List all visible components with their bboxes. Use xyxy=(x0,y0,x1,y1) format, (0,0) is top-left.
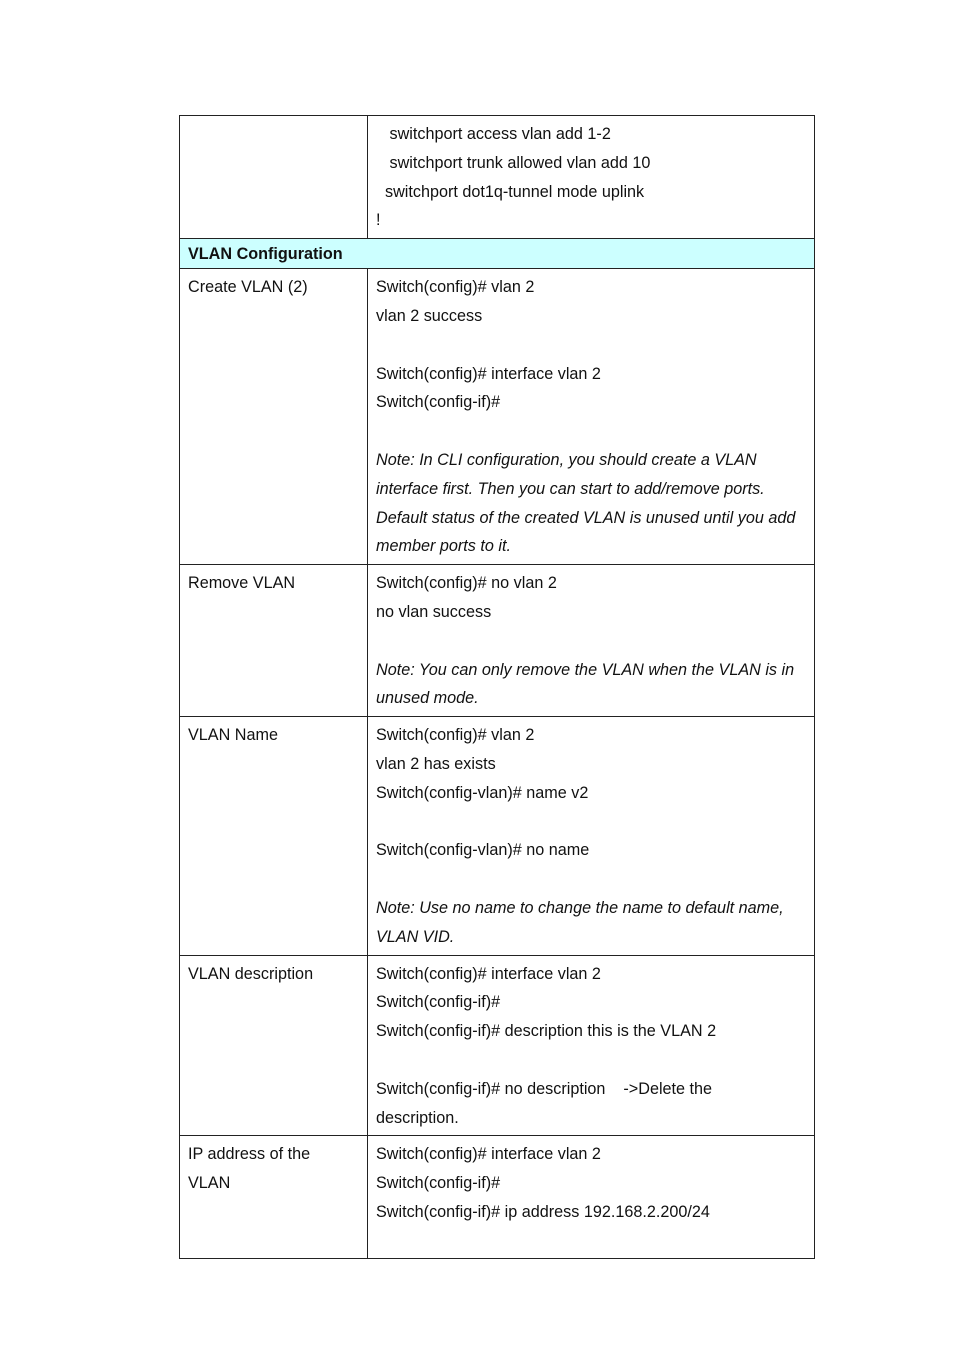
table-row xyxy=(180,269,815,565)
note-text: Note: Use no name to change the name to default name, VLAN VID. xyxy=(376,898,784,946)
command-line: no vlan success xyxy=(376,602,492,621)
row-command-cell xyxy=(368,565,815,717)
row-command-cell xyxy=(368,717,815,955)
command-line: Switch(config-if)# xyxy=(376,393,501,412)
row-command-cell xyxy=(368,1136,815,1259)
section-title: VLAN Configuration xyxy=(180,239,815,269)
command-line: Switch(config-if)# xyxy=(376,1174,501,1193)
row-command-cell xyxy=(368,955,815,1136)
row-label: IP address of the xyxy=(188,1145,311,1164)
row-command-cell xyxy=(368,269,815,565)
command-line: Switch(config-vlan)# no name xyxy=(376,841,590,860)
command-line: Switch(config)# interface vlan 2 xyxy=(376,1145,601,1164)
command-line: switchport trunk allowed vlan add 10 xyxy=(376,153,651,172)
row-label: Remove VLAN xyxy=(188,574,296,593)
row-label-cell xyxy=(180,269,368,565)
command-line: switchport access vlan add 1-2 xyxy=(376,125,611,143)
row-label: VLAN Name xyxy=(188,726,278,745)
command-line: vlan 2 has exists xyxy=(376,754,496,773)
command-line: Switch(config-if)# no description ->Delete the xyxy=(376,1079,713,1098)
section-header-row xyxy=(180,239,815,269)
command-line xyxy=(376,865,806,894)
continuation-command-cell xyxy=(368,116,815,239)
note-text: Note: You can only remove the VLAN when the VLAN is in unused mode. xyxy=(376,660,795,708)
table-row xyxy=(180,565,815,717)
command-line: Switch(config)# vlan 2 xyxy=(376,278,535,297)
table-row xyxy=(180,717,815,955)
command-line: switchport dot1q-tunnel mode uplink xyxy=(376,182,645,201)
row-label: Create VLAN (2) xyxy=(188,278,308,297)
command-line: vlan 2 success xyxy=(376,306,483,325)
command-line xyxy=(376,417,806,446)
command-line: Switch(config-if)# xyxy=(376,993,501,1012)
row-label: VLAN description xyxy=(188,964,314,983)
row-label-cell xyxy=(180,717,368,955)
command-line xyxy=(376,1046,806,1075)
command-line: Switch(config)# interface vlan 2 xyxy=(376,364,601,383)
command-line xyxy=(376,627,806,656)
command-line: Switch(config-if)# ip address 192.168.2.200/24 xyxy=(376,1202,710,1221)
command-line: Switch(config-if)# description this is the VLAN 2 xyxy=(376,1022,717,1041)
note-text: Note: In CLI configuration, you should create a VLAN interface first. Then you can start to add/remove ports. Default status of the created VLAN is unused until you add member ports to it. xyxy=(376,450,796,556)
command-line: Switch(config)# interface vlan 2 xyxy=(376,964,601,983)
row-label-cell xyxy=(180,565,368,717)
command-line: Switch(config)# no vlan 2 xyxy=(376,574,557,593)
continuation-label-cell xyxy=(180,116,368,239)
command-line xyxy=(376,1227,806,1256)
command-line: description. xyxy=(376,1108,459,1127)
command-line: Switch(config-vlan)# name v2 xyxy=(376,783,589,802)
table-row xyxy=(180,955,815,1136)
cli-config-table xyxy=(179,115,815,1259)
command-line: ! xyxy=(376,211,381,230)
table-row xyxy=(180,1136,815,1259)
row-label: VLAN xyxy=(188,1174,231,1193)
continuation-row xyxy=(180,116,815,239)
command-line: Switch(config)# vlan 2 xyxy=(376,726,535,745)
row-label-cell xyxy=(180,1136,368,1259)
command-line xyxy=(376,331,806,360)
row-label-cell xyxy=(180,955,368,1136)
command-line xyxy=(376,808,806,837)
